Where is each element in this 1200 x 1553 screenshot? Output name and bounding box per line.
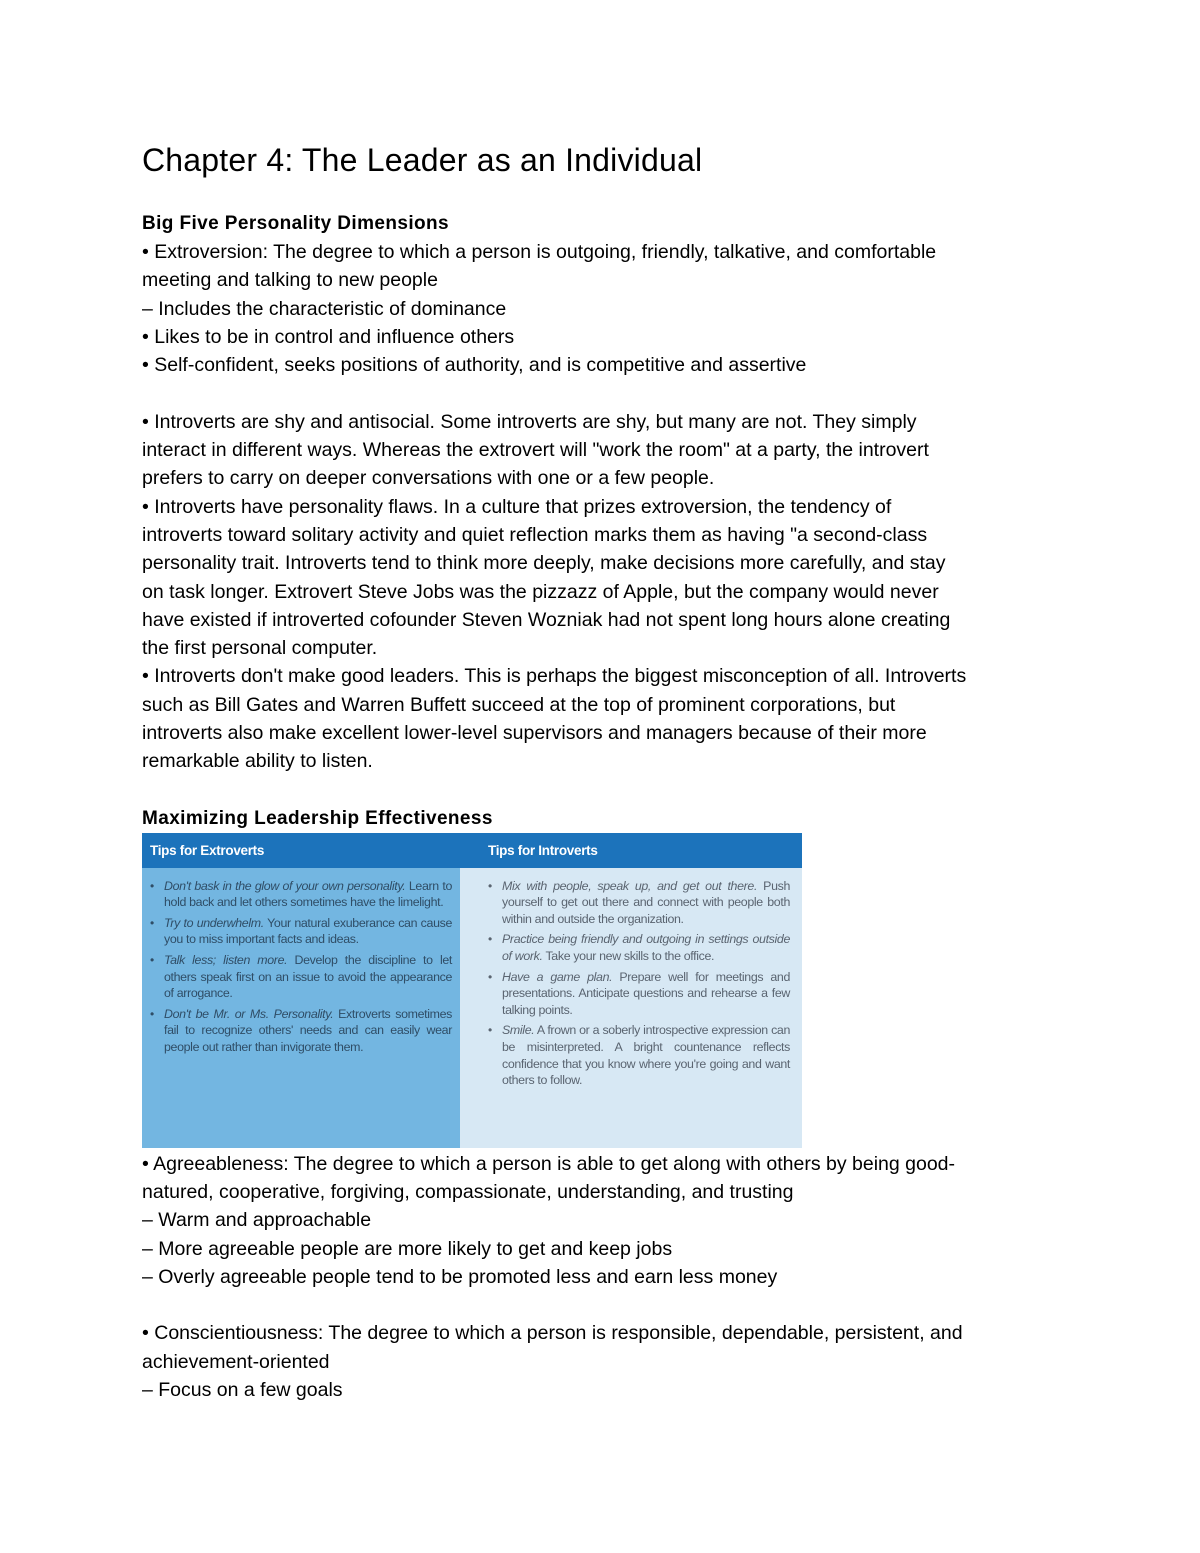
blank-line [142, 776, 1062, 805]
bullet-icon: • [488, 969, 492, 984]
bullet-icon: • [150, 915, 154, 930]
text-line: remarkable ability to listen. [142, 750, 373, 773]
blank-line [142, 1291, 1062, 1319]
tip-text: Your natural exuberance can cause you to miss important facts and ideas. [164, 915, 453, 947]
tips-introverts-column [460, 833, 802, 1148]
bullet-icon: • [488, 932, 492, 947]
text-line: meeting and talking to new people [142, 269, 438, 292]
text-line: – More agreeable people are more likely to get and keep jobs [142, 1237, 673, 1260]
tip-text: Push yourself to get out there and connect with people both within and outside the organization. [502, 878, 791, 926]
tip-text: Develop the discipline to let others speak first on an issue to avoid the appearance of arrogance. [164, 953, 452, 1001]
tips-extroverts-column [142, 833, 460, 1148]
tip-text: A frown or a soberly introspective expression can be misinterpreted. A bright countenance reflects confidence that you know where you're going and want others to follow. [502, 1023, 790, 1088]
text-line: prefers to carry on deeper conversations with one or a few people. [142, 467, 715, 490]
tip-lead: Smile. [502, 1023, 535, 1038]
tip-lead: Don't bask in the glow of your own personality. [164, 878, 406, 893]
blank-line [142, 379, 1062, 407]
tip-item [150, 878, 452, 911]
tips-introverts-header: Tips for Introverts [460, 833, 802, 868]
bullet-icon: • [488, 878, 492, 893]
tips-extroverts-list [142, 868, 460, 1060]
tip-item [150, 915, 452, 948]
text-line: such as Bill Gates and Warren Buffett succeed at the top of prominent corporations, but [142, 693, 896, 716]
tip-text: Extroverts sometimes fail to recognize others' needs and can easily wear people out rather than invigorate them. [164, 1006, 452, 1054]
tip-lead: Have a game plan. [502, 969, 613, 984]
text-line: • Extroversion: The degree to which a person is outgoing, friendly, talkative, and comfortable [142, 241, 937, 263]
tips-extroverts-header: Tips for Extroverts [142, 833, 460, 868]
tip-item [488, 931, 790, 964]
text-line: • Introverts have personality flaws. In a culture that prizes extroversion, the tendency of [142, 495, 892, 518]
bullet-icon: • [150, 953, 154, 968]
text-line: • Introverts don't make good leaders. This is perhaps the biggest misconception of all. Introverts [142, 665, 967, 688]
text-line: interact in different ways. Whereas the extrovert will "work the room" at a party, the introvert [142, 439, 929, 462]
tip-lead: Try to underwhelm. [164, 915, 264, 930]
tip-lead: Don't be Mr. or Ms. Personality. [164, 1006, 334, 1021]
bullet-icon: • [488, 1023, 492, 1038]
tip-text: Prepare well for meetings and presentations. Anticipate questions and rehearse a few talking points. [502, 969, 790, 1017]
tip-lead: Mix with people, speak up, and get out there. [502, 878, 758, 893]
bullet-icon: • [150, 1006, 154, 1021]
bullet-icon: • [150, 878, 154, 893]
tip-item [488, 1022, 790, 1088]
tip-lead: Practice being friendly and outgoing in settings outside of work. [502, 932, 790, 964]
text-line: personality trait. Introverts tend to think more deeply, make decisions more carefully, and stay [142, 552, 946, 575]
text-line: on task longer. Extrovert Steve Jobs was the pizzazz of Apple, but the company would never [142, 580, 939, 603]
text-line: the first personal computer. [142, 637, 378, 660]
big-five-paragraph-b [142, 408, 1062, 776]
tip-text: Learn to hold back and let others sometimes have the limelight. [164, 878, 452, 910]
text-line: – Includes the characteristic of dominance [142, 297, 507, 320]
text-line: achievement-oriented [142, 1350, 330, 1373]
text-line: • Self-confident, seeks positions of authority, and is competitive and assertive [142, 354, 807, 377]
tip-text: Take your new skills to the office. [542, 949, 715, 964]
conscientiousness-paragraph [142, 1319, 1062, 1404]
section-heading-maximizing: Maximizing Leadership Effectiveness [142, 807, 493, 829]
section-heading-big-five: Big Five Personality Dimensions [142, 213, 449, 234]
tip-item [150, 952, 452, 1002]
text-line: – Warm and approachable [142, 1209, 372, 1232]
big-five-paragraph-a [142, 238, 1062, 379]
text-line: – Overly agreeable people tend to be promoted less and earn less money [142, 1265, 778, 1288]
tip-item [150, 1006, 452, 1056]
text-line: – Focus on a few goals [142, 1379, 343, 1402]
text-line: • Conscientiousness: The degree to which a person is responsible, dependable, persistent, and [142, 1322, 963, 1345]
page-title: Chapter 4: The Leader as an Individual [142, 142, 703, 178]
text-line: have existed if introverted cofounder Steven Wozniak had not spent long hours alone creating [142, 608, 951, 631]
agreeableness-paragraph [142, 1150, 1062, 1291]
tips-introverts-list [460, 868, 802, 1093]
text-line: introverts toward solitary activity and quiet reflection marks them as having "a second-class [142, 523, 928, 546]
tip-item [488, 878, 790, 928]
tip-lead: Talk less; listen more. [164, 953, 288, 968]
tip-item [488, 969, 790, 1019]
text-line: • Likes to be in control and influence others [142, 325, 515, 348]
text-line: • Introverts are shy and antisocial. Some introverts are shy, but many are not. They simply [142, 410, 917, 433]
text-line: introverts also make excellent lower-level supervisors and managers because of their more [142, 722, 927, 745]
text-line: natured, cooperative, forgiving, compassionate, understanding, and trusting [142, 1180, 794, 1203]
document-page [142, 140, 1062, 1404]
tips-table [142, 833, 802, 1148]
text-line: • Agreeableness: The degree to which a person is able to get along with others by being good- [142, 1152, 956, 1175]
